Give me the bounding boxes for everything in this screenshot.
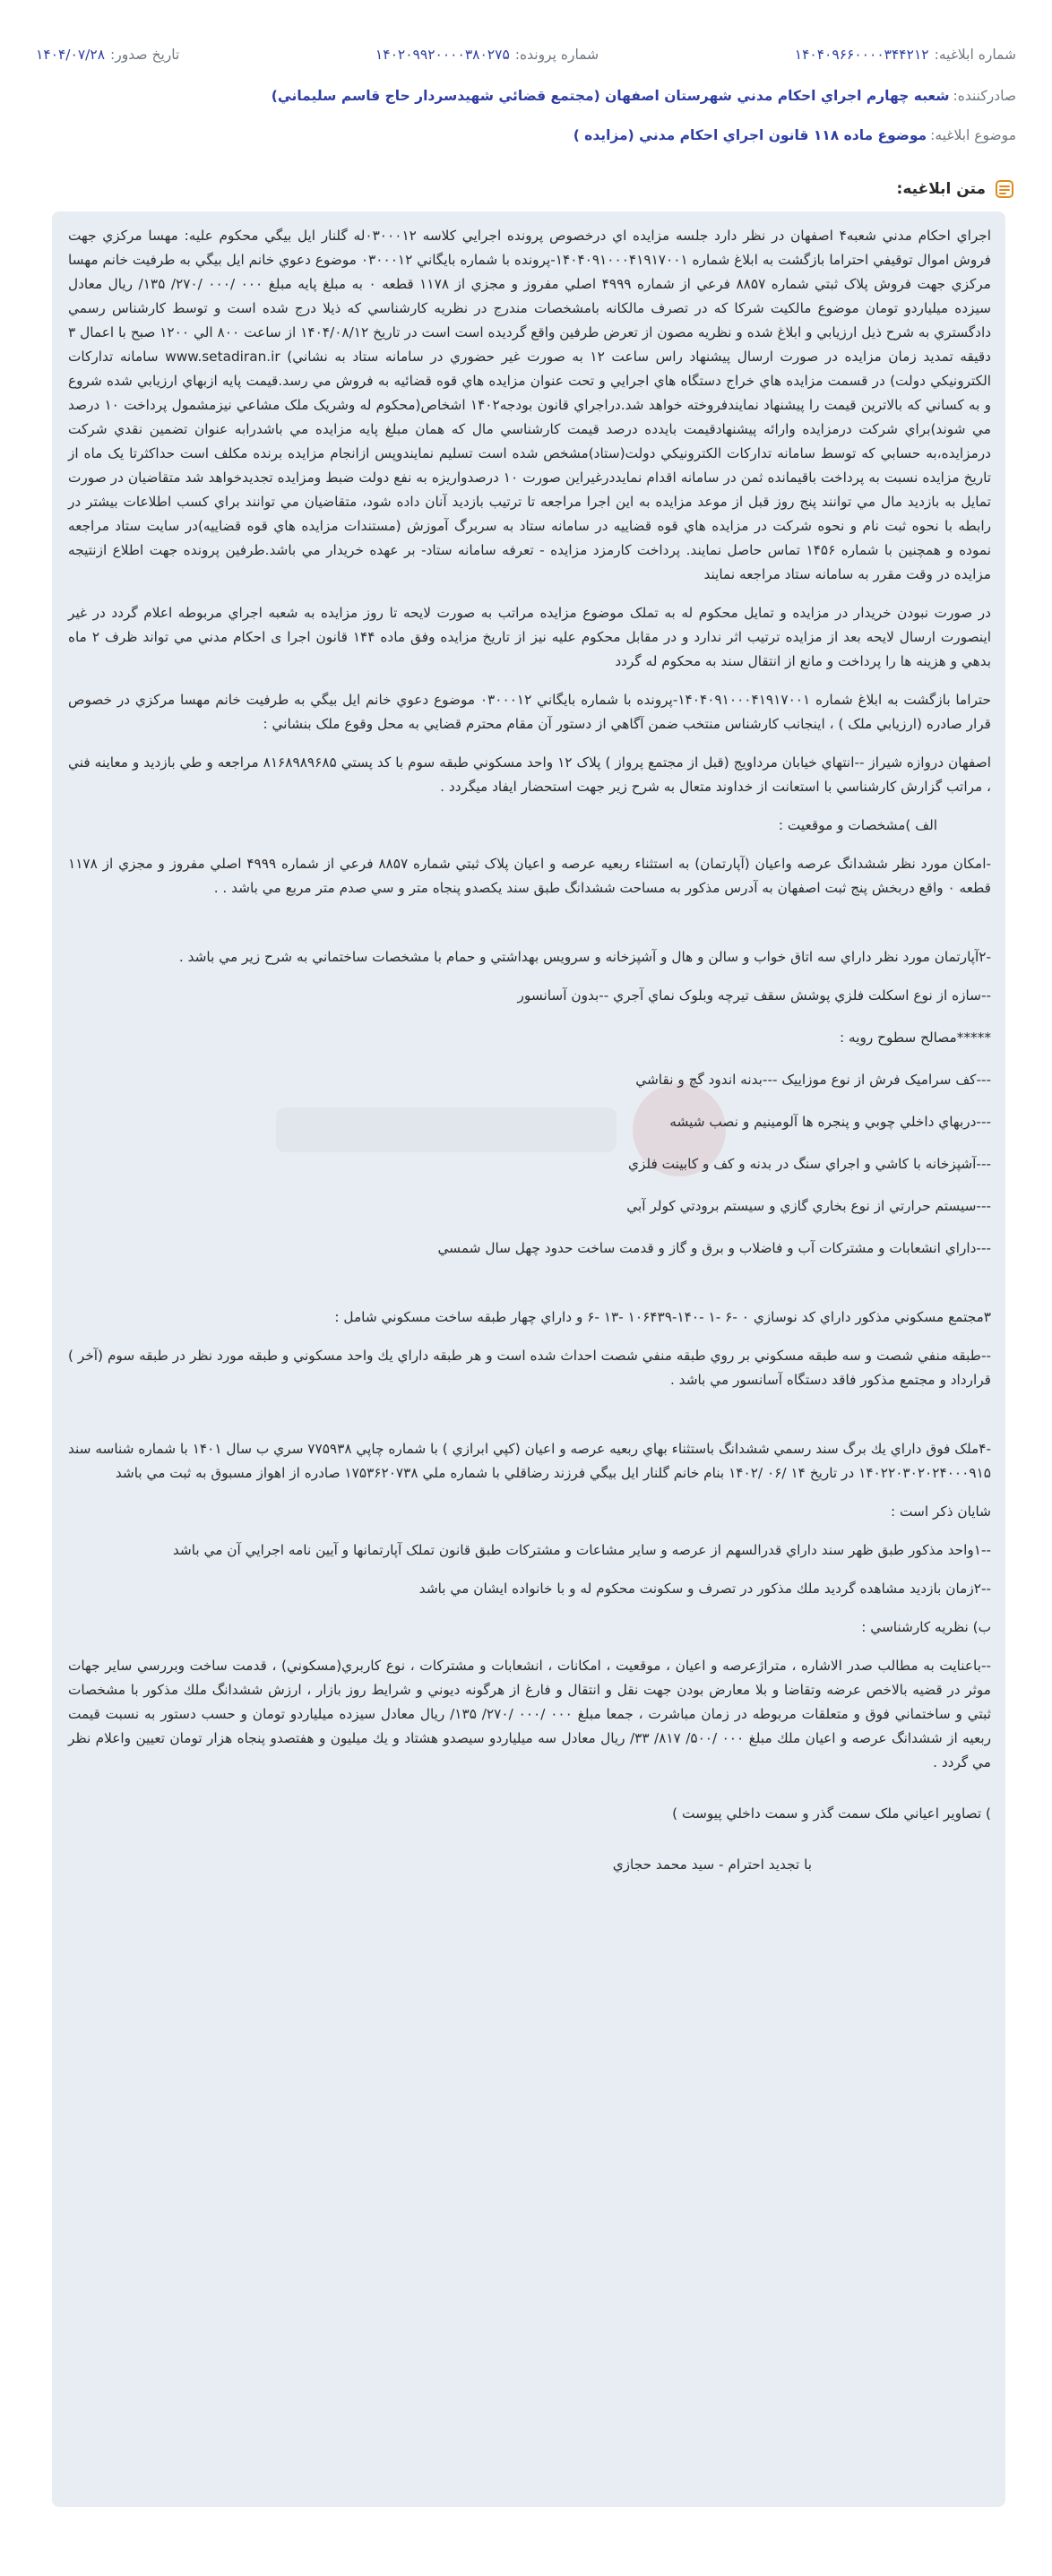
paragraph-item-1: -امکان مورد نظر ششدانگ عرصه واعيان (آپارتمان) به استثناء ربعيه عرصه و اعيان پلاک ثبتي شماره ۸۸۵۷ فرعي از شماره ۴۹۹۹ اصلي مفروز و مجزي از ۱۱۷۸ قطعه ۰ واقع دربخش پنج ثبت اصفهان به آدرس مذکور به مساحت ششدانگ طبق سند يکصدو پنجاه متر و سي صدم متر مربع مي باشد . . — [68, 856, 991, 896]
signature-line: با تجديد احترام - سيد محمد حجازي — [612, 1857, 812, 1873]
notice-number-value: ۱۴۰۴۰۹۶۶۰۰۰۰۳۴۴۲۱۲ — [794, 47, 929, 63]
issuer-value: شعبه چهارم اجراي احکام مدني شهرستان اصفهان (مجتمع قضائي شهيدسردار حاج قاسم سليماني) — [271, 88, 950, 104]
paragraph-valuation: --باعنايت به مطالب صدر الاشاره ، متراژعرصه و اعيان ، موقعيت ، امکانات ، انشعابات و مشترکات ، نوع کاربري(مسکوني) ، قدمت ساخت وبررسي ساير جهات موثر در قضيه بالاخص عرضه وتقاضا و بلا معارض بودن جهت نقل و انتقال و فارغ از هرگونه ديوني و شرايط روز بازار ، ارزش ششدانگ ملك مذکور با مشخصات ثبتي و ساختماني فوق و متعلقات مربوطه در زمان مباشرت ، جمعا مبلغ ۰۰۰ /۰۰۰ /۲۷۰/ ۱۳۵/ ريال معادل سيزده ميلياردو تومان و حسب دستور به نسبت قيمت ربعيه از ششدانگ عرصه و اعيان ملك مبلغ ۰۰۰ /۵۰۰/ ۸۱۷/ ۳۳/ ريال معادل سه ميلياردو سيصدو هشتاد و يك ميليون و هفتصدو پنجاه هزار تومان تعيين واعلام نظر مي گردد . — [68, 1658, 991, 1770]
issue-date-value: ۱۴۰۴/۰۷/۲۸ — [36, 47, 106, 63]
heading-notes: شايان ذکر است : — [891, 1503, 991, 1520]
subject-label: موضوع ابلاغيه: — [930, 127, 1016, 143]
paragraph-floor-walls: ---کف سراميک فرش از نوع موزاييک ---بدنه اندود گچ و نقاشي — [635, 1072, 991, 1088]
document-icon — [993, 177, 1016, 201]
issue-date — [36, 47, 179, 63]
subject-value: موضوع ماده ۱۱۸ قانون اجراي احکام مدني (مزايده ) — [573, 127, 927, 143]
paragraph-item-4: -۴ملک فوق داراي يك برگ سند رسمي ششدانگ باستثناء بهاي ربعيه عرصه و اعيان (کپي ابرازي ) با شماره چاپي ۷۷۵۹۳۸ سري ب سال ۱۴۰۱ با شماره شناسه سند ۱۴۰۲۲۰۳۰۲۰۲۴۰۰۰۹۱۵ در تاريخ ۱۴ /۰۶ /۱۴۰۲ بنام خانم گلنار ايل بيگي فرزند رضاقلي با شماره ملي ۱۷۵۳۶۲۰۷۳۸ صادره از اهواز مسبوق به ثبت مي باشد — [68, 1441, 991, 1481]
paragraph-no-buyer-clause: در صورت نبودن خريدار در مزايده و تمايل محکوم له به تملک موضوع مزايده مراتب به صورت لايحه تا روز مزايده به شعبه اجراي مربوطه اعلام گردد در غير اينصورت ارسال لايحه بعد از مزايده ترتيب اثر ندارد و در مقابل محکوم عليه نيز از تاريخ مزايده وفق ماده ۱۴۴ قانون اجرا ی احکام مدني مي تواند ظرف ۲ ماه بدهي و هزينه ها را پرداخت و مانع از انتقال سند به محکوم له گردد — [68, 605, 991, 669]
paragraph-item-2: -۲آپارتمان مورد نظر داراي سه اتاق خواب و سالن و هال و آشپزخانه و سرويس بهداشتي و حمام با مشخصات ساختماني به شرح زير مي باشد . — [178, 949, 991, 965]
heading-specs-location: الف )مشخصات و موقعيت : — [778, 817, 937, 833]
paragraph-note-2: --۲زمان بازديد مشاهده گرديد ملك مذکور در تصرف و سکونت محکوم له و با خانواده ايشان مي باشد — [418, 1581, 991, 1597]
paragraph-attachments: ) تصاوير اعياني ملک سمت گذر و سمت داخلي پيوست ) — [672, 1805, 991, 1822]
issuer-row — [36, 88, 1016, 104]
paragraph-doors-windows: ---دربهاي داخلي چوبي و پنجره ها آلومينيم و نصب شيشه — [669, 1114, 991, 1130]
paragraph-kitchen: ---آشپزخانه با کاشي و اجراي سنگ در بدنه و کف و کابينت فلزي — [628, 1156, 991, 1172]
case-number — [375, 47, 599, 63]
paragraph-auction-announcement: اجراي احکام مدني شعبه۴ اصفهان در نظر دارد جلسه مزايده اي درخصوص پرونده اجرايي کلاسه ۰۳۰۰۰۱۲له گلنار ايل بيگي محکوم عليه: مهسا مرکزي جهت فروش اموال توقيفي احتراما بازگشت به ابلاغ شماره ۱۴۰۴۰۹۱۰۰۰۴۱۹۱۷۰۰۱-پرونده با شماره بايگاني ۰۳۰۰۰۱۲ موضوع دعوي خانم ايل بيگي به طرفيت خانم مهسا مرکزي جهت فروش پلاک ثبتي شماره ۸۸۵۷ فرعي از شماره ۴۹۹۹ اصلي مفروز و مجزي از ۱۱۷۸ قطعه ۰ به مبلغ پايه مبلغ ۰۰۰ /۰۰۰ /۲۷۰/ ۱۳۵/ ريال معادل سيزده ميلياردو تومان موضوع مالکيت شرکا که در تصرف مالکانه بامشخصات مندرج در نظريه کارشناسي که ذيلا درج شده است و توسط کارشناس رسمي دادگستري به شرح ذيل ارزيابي و ابلاغ شده و نظريه مصون از تعرض طرفين واقع گرديده است است در تاريخ ۱۴۰۴/۰۸/۱۲ از ساعت ۸۰۰ الي ۱۲۰۰ صبح با اعمال ۳ دقيقه تمديد زمان مزايده در صورت ارسال پيشنهاد راس ساعت ۱۲ به صورت غير حضوري در سامانه ستاد به نشاني) www.setadiran.ir سامانه تدارکات الکترونيکي دولت) در قسمت مزايده هاي خراج دستگاه هاي اجرايي و تحت عنوان مزايده هاي قوه قضائيه به فروش مي رسد.قيمت پايه ازبهاي ارزيابي شده شروع و به کساني که بالاترين قيمت را پيشنهاد نمايندفروخته خواهد شد.دراجراي قانون بودجه۱۴۰۲ اشخاص(محکوم له وشريک ملک مشاعي نيزمشمول پرداخت ۱۰ درصد مي شوند)براي شرکت درمزايده وارائه پيشنهادقيمت بايدده درصد قيمت کارشناسي مال که همان مبلغ پايه مزايده مي باشدرابه عنوان تضمين نقدي شرکت درمزايده،به حسابي که توسط سامانه تدارکات الکترونيکي دولت(ستاد)مشخص شده است تسليم نمايندوپس ازانجام مزايده برنده مکلف است حداکثرتا يک ماه از تاريخ مزايده نسبت به پرداخت باقيمانده ثمن در سامانه اقدام نمايددرغيراين صورت ۱۰ درصدواريزه به نفع دولت ضبط ومزايده تجديدخواهد شد متقاضيان در صورت تمايل به بازديد مال مي توانند پنج روز قبل از موعد مزايده به اين اجرا مراجعه تا ترتيب بازديد آنان داده شود، متقاضيان مي توانند براي کسب اطلاعات بيشتر در رابطه با نحوه ثبت نام و نحوه شرکت در مزايده هاي قوه قضاييه در سامانه ستاد به سربرگ آموزش (مستندات مزايده هاي قوه قضاييه)در سايت ستاد مراجعه نموده و همچنين با شماره ۱۴۵۶ تماس حاصل نمايند. پرداخت کارمزد مزايده - تعرفه سامانه ستاد- بر عهده خريدار مي باشد.طرفين پرونده جهت اطلاع ازنتيجه مزايده در وقت مقرر به سامانه ستاد مراجعه نمايند — [68, 228, 992, 582]
paragraph-expert-intro: حتراما بازگشت به ابلاغ شماره ۱۴۰۴۰۹۱۰۰۰۴۱۹۱۷۰۰۱-پرونده با شماره بايگاني ۰۳۰۰۰۱۲ موضوع دعوي خانم ايل بيگي به طرفيت خانم مهسا مرکزي در خصوص قرار صادره (ارزيابي ملک ) ، اينجانب کارشناس منتخب ضمن آگاهي از دستور آن مقام محترم قضايي به محل وقوع ملک بنشاني : — [68, 692, 991, 732]
header-row-numbers — [36, 47, 1016, 63]
notice-number — [795, 47, 1016, 63]
subject-row — [36, 127, 1016, 143]
paragraph-note-1: --۱واحد مذکور طبق ظهر سند داراي قدرالسهم از عرصه و ساير مشاعات و مشترکات طبق قانون تملک آپارتمانها و آيين نامه اجرايي آن مي باشد — [172, 1542, 991, 1558]
heading-surface-materials: *****مصالح سطوح رويه : — [839, 1030, 991, 1046]
case-number-value: ۱۴۰۲۰۹۹۲۰۰۰۰۳۸۰۲۷۵ — [375, 47, 510, 63]
notice-text-heading — [897, 177, 1016, 201]
paragraph-structure: --سازه از نوع اسکلت فلزي پوشش سقف تيرچه وبلوک نماي آجري --بدون آسانسور — [517, 987, 991, 1004]
paragraph-floors: --طبقه منفي شصت و سه طبقه مسکوني بر روي طبقه منفي شصت احداث شده است و هر طبقه داراي يك واحد مسکوني و طبقه مورد نظر در طبقه سوم (آخر ) قرارداد و مجتمع مذکور فاقد دستگاه آسانسور مي باشد . — [68, 1348, 991, 1388]
issue-date-label: تاريخ صدور: — [110, 47, 180, 63]
section-title: متن ابلاغيه: — [896, 180, 986, 198]
paragraph-heating: ---سيستم حرارتي از نوع بخاري گازي و سيستم برودتي کولر آبي — [626, 1198, 991, 1214]
paragraph-item-3: ۳مجتمع مسکوني مذکور داراي کد نوسازي ۰ -۶ -۱ -۱۴۰-۱۰۶۴۳۹ -۱۳ -۶ و داراي چهار طبقه ساخت مسکوني شامل : — [334, 1309, 991, 1325]
notice-body-card — [52, 211, 1005, 2507]
case-number-label: شماره پرونده: — [514, 47, 599, 63]
heading-expert-opinion: ب) نظريه کارشناسي : — [861, 1619, 991, 1635]
issuer-label: صادرکننده: — [953, 88, 1016, 104]
paragraph-property-address: اصفهان دروازه شيراز --انتهاي خيابان مرداويج (قبل از مجتمع پرواز ) پلاک ۱۲ واحد مسکوني طبقه سوم با کد پستي ۸۱۶۸۹۸۹۶۸۵ مراجعه و طي بازديد و معاينه فني ، مراتب گزارش کارشناسي با استعانت از خداوند متعال به شرح زير جهت استحضار ايفاد ميگردد . — [68, 754, 991, 795]
notice-body-text — [68, 224, 991, 1877]
notice-number-label: شماره ابلاغيه: — [934, 47, 1016, 63]
paragraph-utilities: ---داراي انشعابات و مشترکات آب و فاضلاب و برق و گاز و قدمت ساخت حدود چهل سال شمسي — [437, 1240, 991, 1256]
